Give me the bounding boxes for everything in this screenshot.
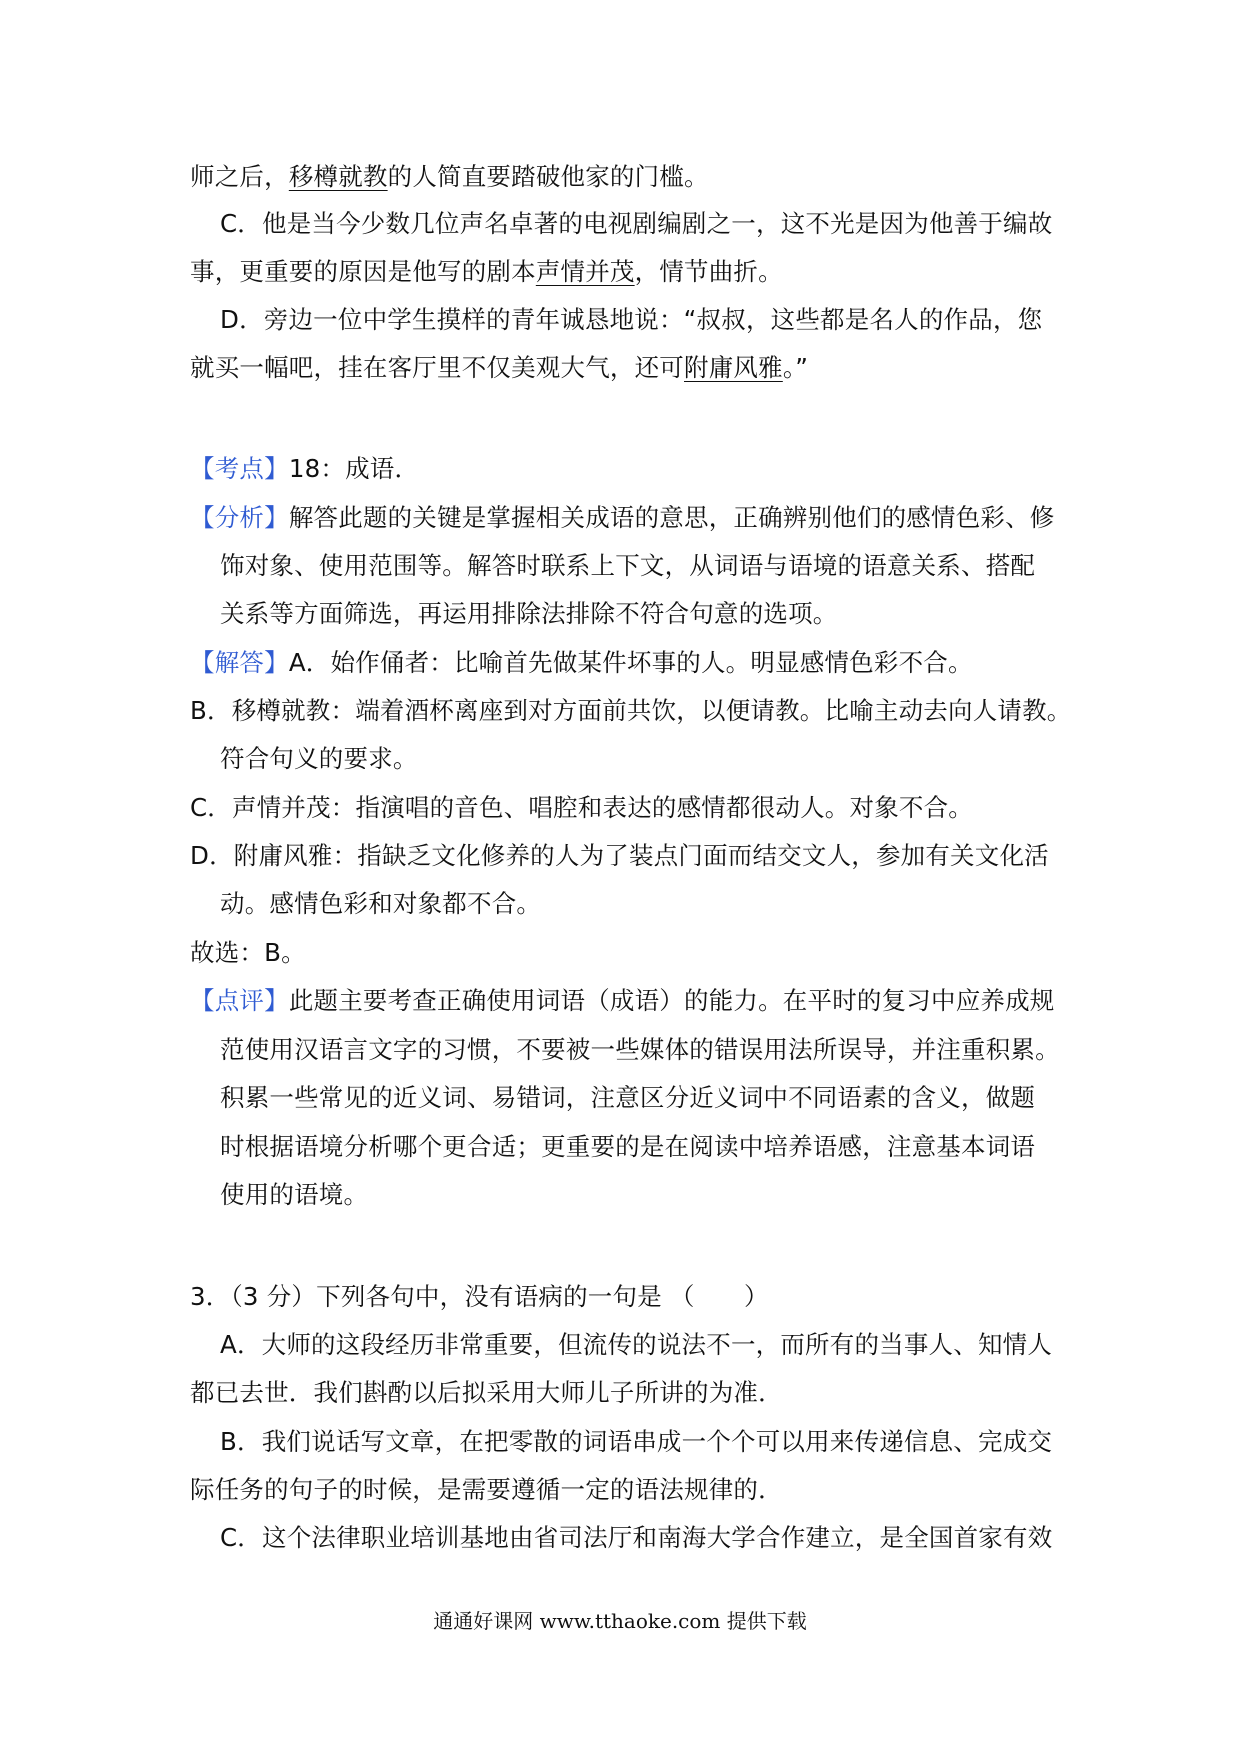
question3-stem: 3．（3 分）下列各句中，没有语病的一句是 （ ）	[190, 1282, 769, 1311]
text: 师之后，	[190, 162, 289, 191]
text: ，情节曲折。	[634, 257, 783, 286]
kaodian-line	[190, 452, 419, 486]
dianping-line3: 积累一些常见的近义词、易错词，注意区分近义词中不同语素的含义，做题	[220, 1083, 1036, 1112]
underlined-idiom: 声情并茂	[535, 257, 635, 286]
answer-line: 故选：B。	[190, 938, 306, 967]
jieda-line-c: C．声情并茂：指演唱的音色、唱腔和表达的感情都很动人。对象不合。	[190, 793, 974, 822]
option-c-line1: C．他是当今少数几位声名卓著的电视剧编剧之一，这不光是因为他善于编故	[220, 209, 1053, 238]
question3-c-line1: C．这个法律职业培训基地由省司法厅和南海大学合作建立，是全国首家有效	[220, 1523, 1053, 1552]
text: 的人简直要踏破他家的门槛。	[387, 162, 709, 191]
jieda-line-d2: 动。感情色彩和对象都不合。	[220, 889, 542, 918]
dianping-line2: 范使用汉语言文字的习惯，不要被一些媒体的错误用法所误导，并注重积累。	[220, 1035, 1060, 1064]
option-d-line1: D．旁边一位中学生摸样的青年诚恳地说：“叔叔，这些都是名人的作品，您	[220, 305, 1043, 334]
text: A．始作俑者：比喻首先做某件坏事的人。明显感情色彩不合。	[288, 648, 973, 677]
fenxi-line1	[190, 501, 1055, 535]
jieda-line-a	[190, 646, 973, 680]
underlined-idiom: 附庸风雅	[684, 353, 783, 382]
text: 解答此题的关键是掌握相关成语的意思，正确辨别他们的感情色彩、修	[288, 503, 1055, 532]
question3-a-line1: A．大师的这段经历非常重要，但流传的说法不一，而所有的当事人、知情人	[220, 1330, 1053, 1359]
text: 18：成语．	[288, 454, 420, 483]
option-c-line2	[190, 255, 783, 289]
fenxi-line3: 关系等方面筛选，再运用排除法排除不符合句意的选项。	[220, 599, 838, 628]
question3-a-line2: 都已去世．我们斟酌以后拟采用大师儿子所讲的为准．	[190, 1378, 783, 1407]
dianping-line1	[190, 984, 1055, 1018]
jieda-line-b2: 符合句义的要求。	[220, 744, 418, 773]
dianping-tag: 【点评】	[190, 986, 289, 1015]
jieda-line-b1: B．移樽就教：端着酒杯离座到对方面前共饮，以便请教。比喻主动去向人请教。	[190, 696, 1072, 725]
footer-credit: 通通好课网 www.tthaoke.com 提供下载	[433, 1609, 807, 1633]
dianping-line4: 时根据语境分析哪个更合适；更重要的是在阅读中培养语感，注意基本词语	[220, 1132, 1036, 1161]
jieda-line-d1: D．附庸风雅：指缺乏文化修养的人为了装点门面而结交文人，参加有关文化活	[190, 841, 1049, 870]
question3-b-line1: B．我们说话写文章，在把零散的词语串成一个个可以用来传递信息、完成交	[220, 1427, 1053, 1456]
fenxi-line2: 饰对象、使用范围等。解答时联系上下文，从词语与语境的语意关系、搭配	[220, 551, 1036, 580]
fenxi-tag: 【分析】	[190, 503, 289, 532]
jieda-tag: 【解答】	[190, 648, 289, 677]
text: 此题主要考查正确使用词语（成语）的能力。在平时的复习中应养成规	[288, 986, 1055, 1015]
dianping-line5: 使用的语境。	[220, 1180, 369, 1209]
option-d-line2	[190, 351, 808, 385]
text: 事，更重要的原因是他写的剧本	[190, 257, 536, 286]
kaodian-tag: 【考点】	[190, 454, 289, 483]
question3-b-line2: 际任务的句子的时候，是需要遵循一定的语法规律的．	[190, 1475, 783, 1504]
text: 就买一幅吧，挂在客厅里不仅美观大气，还可	[190, 353, 684, 382]
option-b-tail	[190, 160, 709, 194]
text: 。”	[782, 353, 809, 382]
underlined-idiom: 移樽就教	[288, 162, 388, 191]
